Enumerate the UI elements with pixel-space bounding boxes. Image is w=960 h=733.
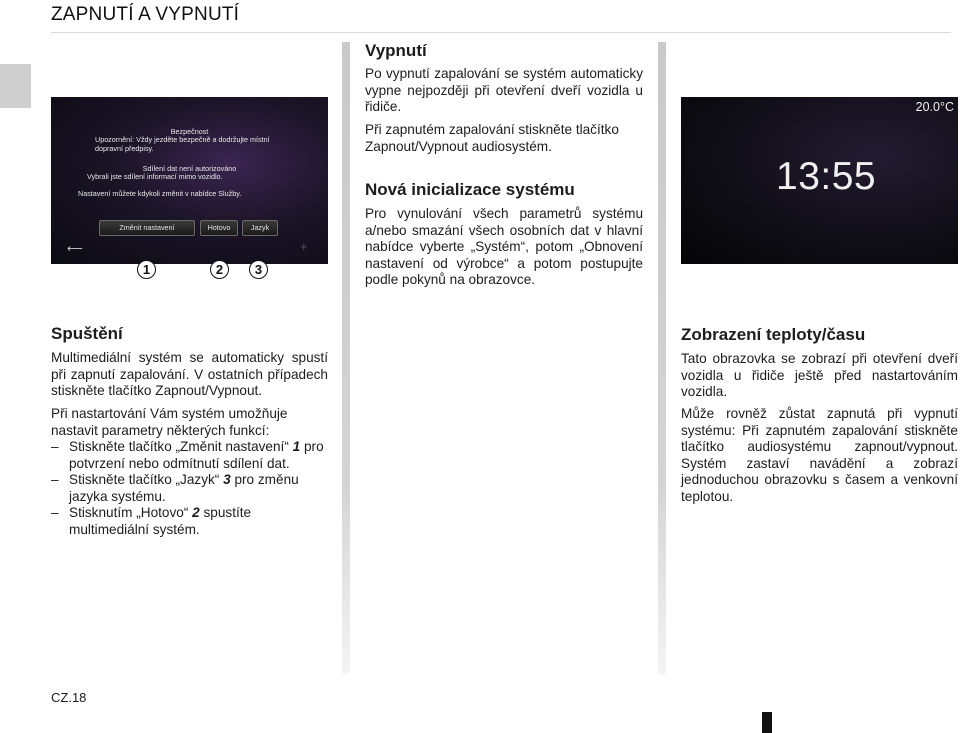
bullet-callout-number: 1 <box>292 439 301 454</box>
bullet-text: pro změnu jazyka systému. <box>69 472 299 504</box>
screen-warning-line2: dopravní předpisy. <box>95 143 154 153</box>
screen-settings-hint: Nastavení můžete kdykoli změnit v nabídce Služby. <box>78 189 242 198</box>
header-divider <box>51 32 951 33</box>
paragraph-spusteni-2: Při nastartování Vám systém umožňuje nastavit parametry některých funkcí: <box>51 406 288 438</box>
bullet-change-settings <box>69 439 328 472</box>
callout-2: 2 <box>210 260 229 279</box>
column-divider-right <box>658 42 666 674</box>
page-number: CZ.18 <box>51 690 87 705</box>
screen-change-settings-button: Změnit nastavení <box>99 220 195 236</box>
bullet-language <box>69 472 328 505</box>
end-mark <box>762 712 772 733</box>
heading-vypnuti: Vypnutí <box>365 41 427 60</box>
outside-temperature: 20.0°C <box>915 100 954 114</box>
heading-inicializace: Nová inicializace systému <box>365 180 575 199</box>
bullet-callout-number: 2 <box>192 505 200 520</box>
back-arrow-icon: ⟵ <box>67 243 83 255</box>
paragraph-vypnuti-2: Při zapnutém zapalování stiskněte tlačítko Zapnout/Vypnout audiosystém. <box>365 122 619 154</box>
bullet-done <box>69 505 328 538</box>
startup-screen-illustration <box>51 97 328 264</box>
screen-security-heading: Bezpečnost <box>170 127 209 136</box>
bullet-text: pro potvrzení nebo odmítnutí sdílení dat. <box>69 439 324 471</box>
bullet-text: spustíte multimediální systém. <box>69 505 252 537</box>
screen-done-button: Hotovo <box>200 220 238 236</box>
bullet-text: Stiskněte tlačítko „Změnit nastavení“ <box>69 439 293 454</box>
callout-3: 3 <box>249 260 268 279</box>
bullet-text: Stisknutím „Hotovo“ <box>69 505 193 520</box>
screen-warning-line1: Upozornění: Vždy jezděte bezpečně a dodržujte místní <box>95 135 270 144</box>
screen-warning-text <box>95 136 295 153</box>
section-tab-marker <box>0 64 31 108</box>
heading-spusteni: Spuštění <box>51 324 123 343</box>
paragraph-zobrazeni-1: Tato obrazovka se zobrazí při otevření dveří vozidla u řidiče ještě před nastartováním vozidla. <box>681 351 958 400</box>
screen-sharing-info: Vybrali jste sdílení informací mimo vozidlo. <box>87 172 223 181</box>
plus-icon: + <box>300 239 308 254</box>
heading-zobrazeni: Zobrazení teploty/času <box>681 325 866 344</box>
paragraph-vypnuti-1: Po vypnutí zapalování se systém automaticky vypne nejpozději při otevření dveří vozidla u řidiče. <box>365 66 643 115</box>
clock-screen-illustration <box>681 97 958 264</box>
bullet-text: Stiskněte tlačítko „Jazyk“ <box>69 472 224 487</box>
screen-language-button: Jazyk <box>242 220 278 236</box>
paragraph-inicializace: Pro vynulování všech parametrů systému a/nebo smazání všech osobních dat v hlavní nabídce vyberte „Systém“, potom „Obnovení nastavení od výrobce“ a potom postupujte podle pokynů na obrazovce. <box>365 206 643 288</box>
callout-1: 1 <box>137 260 156 279</box>
bullet-callout-number: 3 <box>223 472 231 487</box>
bullet-dash: – <box>51 472 59 487</box>
bullet-dash: – <box>51 439 59 454</box>
screen-sharing-title: Sdílení dat není autorizováno <box>142 164 237 173</box>
paragraph-zobrazeni-2: Může rovněž zůstat zapnutá při vypnutí systému: Při zapnutém zapalování stiskněte tlačítko audiosystému zapnout/vypnout. Systém zastaví navádění a zobrazí jednoduchou obrazovku s časem a venkovní teplotou. <box>681 406 958 504</box>
clock-time: 13:55 <box>776 155 877 198</box>
column-divider-left <box>342 42 350 674</box>
page-title: ZAPNUTÍ A VYPNUTÍ <box>51 4 240 25</box>
paragraph-spusteni-1: Multimediální systém se automaticky spustí při zapnutí zapalování. V ostatních případech stiskněte tlačítko Zapnout/Vypnout. <box>51 350 328 399</box>
bullet-dash: – <box>51 505 59 520</box>
